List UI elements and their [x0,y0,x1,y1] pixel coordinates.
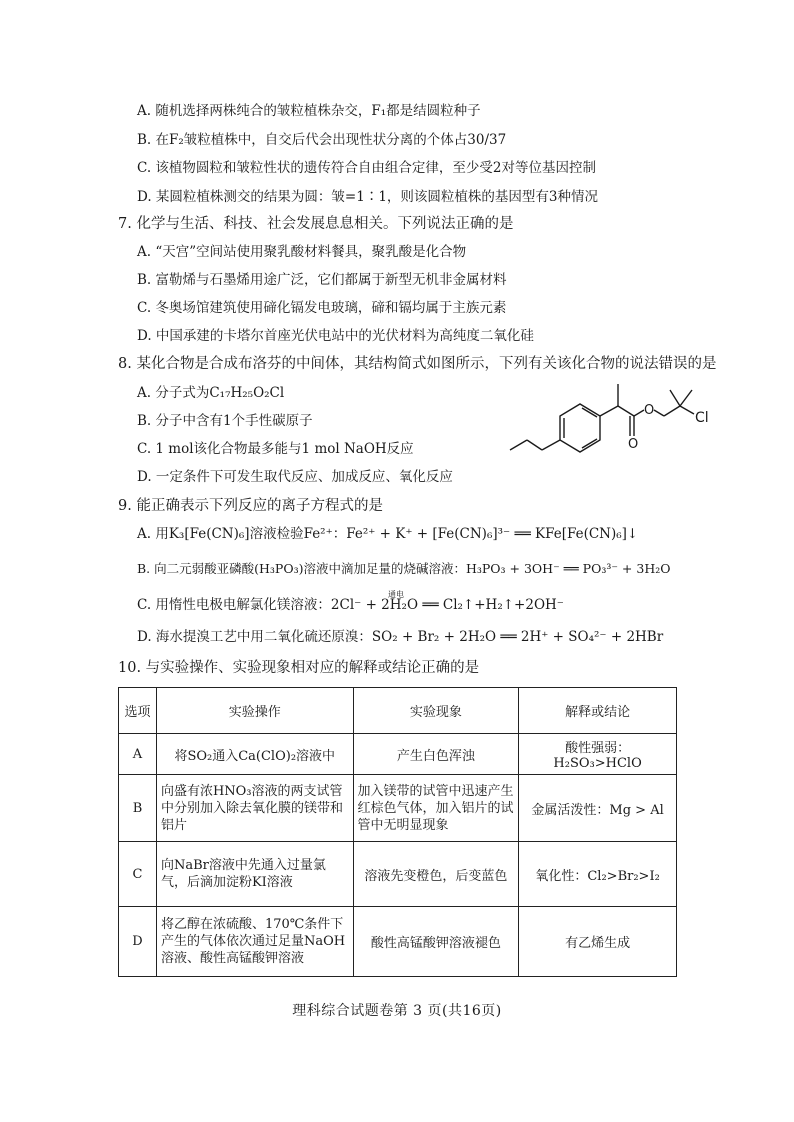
q8-option-d: D. 一定条件下可发生取代反应、加成反应、氧化反应 [137,469,453,485]
cell-conclusion: 氧化性：Cl₂>Br₂>I₂ [519,842,677,907]
table-row [119,775,677,842]
q8-option-a: A. 分子式为C₁₇H₂₅O₂Cl [137,385,285,401]
svg-text:O: O [628,437,639,452]
q7-stem: 7. 化学与生活、科技、社会发展息息相关。下列说法正确的是 [118,216,514,232]
cell-phenomenon: 溶液先变橙色，后变蓝色 [353,842,519,907]
cell-option: C [119,842,157,907]
cell-option: B [119,775,157,842]
q6-option-b: B. 在F₂皱粒植株中，自交后代会出现性状分离的个体占30/37 [137,132,507,148]
q9-option-d: D. 海水提溴工艺中用二氧化硫还原溴：SO₂ + Br₂ + 2H₂O ══ 2H⁺ + SO₄²⁻ + 2HBr [137,629,664,645]
cell-option: A [119,734,157,775]
table-row [119,907,677,977]
q9-option-b: B. 向二元弱酸亚磷酸(H₃PO₃)溶液中滴加足量的烧碱溶液：H₃PO₃ + 3OH⁻ ══ PO₃³⁻ + 3H₂O [137,561,671,576]
cell-conclusion: 有乙烯生成 [519,907,677,977]
q6-option-d: D. 某圆粒植株测交的结果为圆：皱=1∶1，则该圆粒植株的基因型有3种情况 [137,189,599,205]
compound-structure-diagram [502,352,722,462]
cell-conclusion: 金属活泼性：Mg > Al [519,775,677,842]
cell-phenomenon: 产生白色浑浊 [353,734,519,775]
table-row [119,734,677,775]
q7-option-d: D. 中国承建的卡塔尔首座光伏电站中的光伏材料为高纯度二氧化硅 [137,328,534,344]
q6-option-a: A. 随机选择两株纯合的皱粒植株杂交，F₁都是结圆粒种子 [137,103,481,119]
q7-option-b: B. 富勒烯与石墨烯用途广泛，它们都属于新型无机非金属材料 [137,272,507,288]
cell-operation: 将乙醇在浓硫酸、170℃条件下产生的气体依次通过足量NaOH溶液、酸性高锰酸钾溶液 [156,907,353,977]
svg-text:O: O [644,403,655,418]
q8-stem: 8. 某化合物是合成布洛芬的中间体，其结构简式如图所示，下列有关该化合物的说法错误的是 [118,356,717,372]
q9-option-c: C. 用惰性电极电解氯化镁溶液：2Cl⁻ + 2H₂O ══ Cl₂↑+H₂↑+2OH⁻ [137,597,564,613]
cell-option: D [119,907,157,977]
q8-option-c: C. 1 mol该化合物最多能与1 mol NaOH反应 [137,441,414,457]
q6-option-c: C. 该植物圆粒和皱粒性状的遗传符合自由组合定律，至少受2对等位基因控制 [137,160,597,176]
cell-phenomenon: 加入镁带的试管中迅速产生红棕色气体，加入铝片的试管中无明显现象 [353,775,519,842]
q10-stem: 10. 与实验操作、实验现象相对应的解释或结论正确的是 [118,660,480,676]
header-phenomenon: 实验现象 [353,688,519,734]
table-header-row [119,688,677,734]
header-conclusion: 解释或结论 [519,688,677,734]
cell-operation: 将SO₂通入Ca(ClO)₂溶液中 [156,734,353,775]
q7-option-c: C. 冬奥场馆建筑使用碲化镉发电玻璃，碲和镉均属于主族元素 [137,300,507,316]
cell-operation: 向盛有浓HNO₃溶液的两支试管中分别加入除去氧化膜的镁带和铝片 [156,775,353,842]
q9-option-a: A. 用K₃[Fe(CN)₆]溶液检验Fe²⁺：Fe²⁺ + K⁺ + [Fe(CN)₆]³⁻ ══ KFe[Fe(CN)₆]↓ [137,526,639,542]
page-footer: 理科综合试题卷第 3 页(共16页) [292,1003,502,1019]
header-option: 选项 [119,688,157,734]
q9-electrolysis-condition: 通电 [388,590,404,599]
header-operation: 实验操作 [156,688,353,734]
chlorine-label: Cl [695,410,709,426]
cell-conclusion: 酸性强弱：H₂SO₃>HClO [519,734,677,775]
experiment-table [118,687,677,977]
cell-phenomenon: 酸性高锰酸钾溶液褪色 [353,907,519,977]
table-row [119,842,677,907]
q9-stem: 9. 能正确表示下列反应的离子方程式的是 [118,498,383,514]
q7-option-a: A. “天宫”空间站使用聚乳酸材料餐具，聚乳酸是化合物 [137,244,467,260]
cell-operation: 向NaBr溶液中先通入过量氯气，后滴加淀粉KI溶液 [156,842,353,907]
q8-option-b: B. 分子中含有1个手性碳原子 [137,413,313,429]
